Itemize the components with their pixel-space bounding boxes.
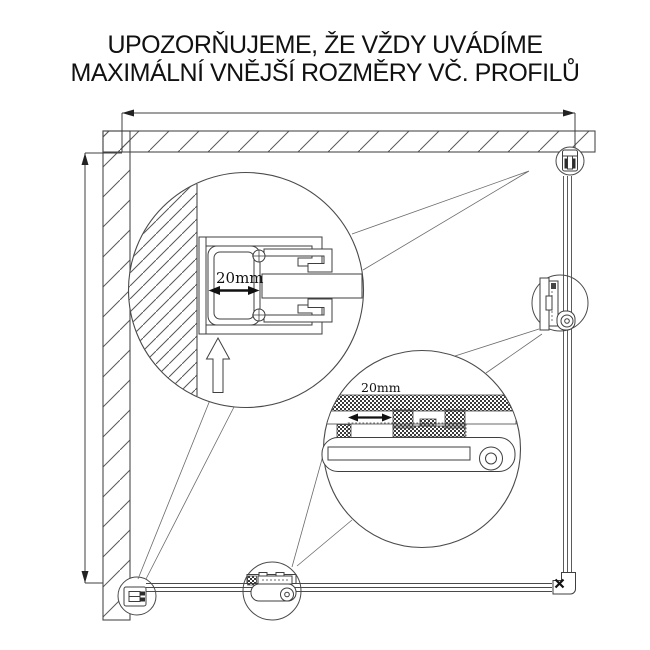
leader-wallprofile-topright [352,171,529,270]
wall-top [103,131,595,152]
dim-arrow-right [563,110,575,117]
wall-mount-glyph-bottom-left [124,587,146,606]
glass-section-stippled [326,395,516,411]
corner-joint-bottom-right [553,573,576,595]
page-title-line2: MAXIMÁLNÍ VNĚJŠÍ ROZMĚRY VČ. PROFILŮ [70,59,580,87]
leader-wallprofile-bottomleft [138,400,235,579]
glass-in-profile [262,274,362,298]
callout-hinge-detail [322,351,521,548]
wall-mount-glyph-top-right [563,150,578,171]
glass-panel-bottom [146,584,552,592]
dim-arrow-up [82,153,89,165]
hinge-glyph-bottom [247,573,296,602]
wall-left [103,131,130,620]
hinge-arm [322,438,515,472]
dim-arrow-left [122,110,134,117]
page-title-line1: UPOZORŇUJEME, ŽE VŽDY UVÁDÍME [107,31,543,59]
dimension-label-20mm-1: 20mm [216,269,264,287]
callout-wall-profile-detail [128,172,364,408]
glass-panel-right [564,176,572,578]
dim-arrow-down [82,571,89,583]
dimension-label-20mm-2: 20mm [361,380,401,395]
